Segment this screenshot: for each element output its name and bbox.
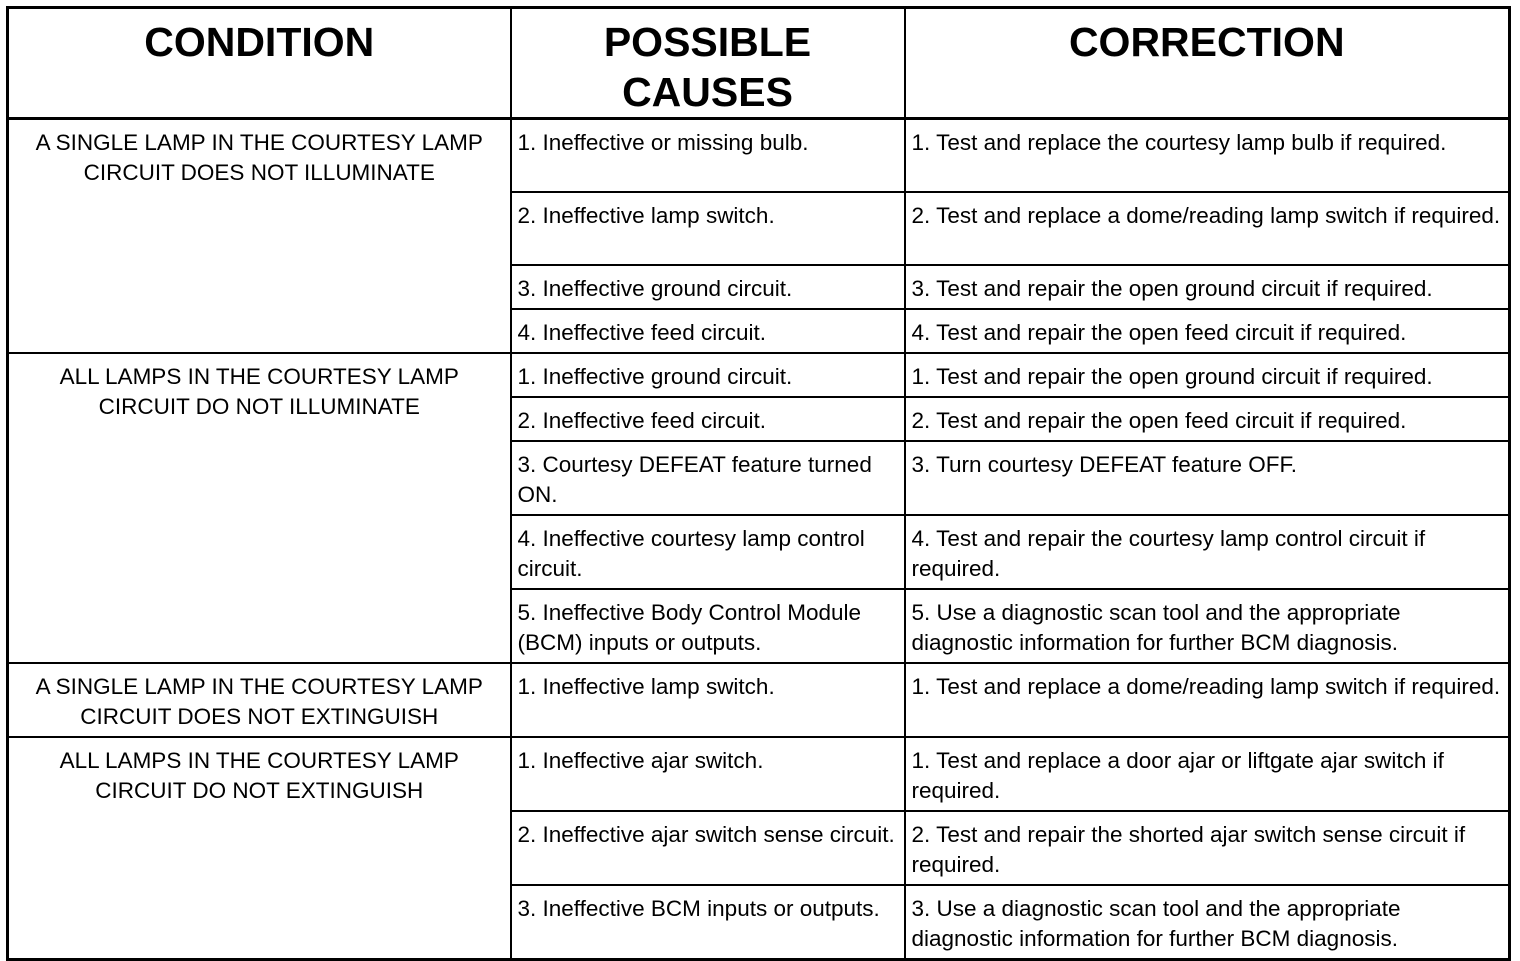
correction-cell: 1. Test and replace a dome/reading lamp switch if required. xyxy=(905,663,1510,737)
correction-cell: 3. Test and repair the open ground circuit if required. xyxy=(905,265,1510,309)
correction-cell: 2. Test and repair the shorted ajar switch sense circuit if required. xyxy=(905,811,1510,885)
condition-cell: A SINGLE LAMP IN THE COURTESY LAMP CIRCUIT DOES NOT ILLUMINATE xyxy=(8,119,511,353)
condition-cell: A SINGLE LAMP IN THE COURTESY LAMP CIRCUIT DOES NOT EXTINGUISH xyxy=(8,663,511,737)
correction-cell: 4. Test and repair the open feed circuit if required. xyxy=(905,309,1510,353)
correction-cell: 5. Use a diagnostic scan tool and the appropriate diagnostic information for further BCM diagnosis. xyxy=(905,589,1510,663)
header-row xyxy=(8,8,1510,119)
cause-cell: 5. Ineffective Body Control Module (BCM) inputs or outputs. xyxy=(511,589,905,663)
diagnosis-table xyxy=(6,6,1511,961)
condition-cell: ALL LAMPS IN THE COURTESY LAMP CIRCUIT DO NOT EXTINGUISH xyxy=(8,737,511,960)
cause-cell: 4. Ineffective courtesy lamp control circuit. xyxy=(511,515,905,589)
correction-cell: 1. Test and replace a door ajar or liftgate ajar switch if required. xyxy=(905,737,1510,811)
correction-cell: 3. Turn courtesy DEFEAT feature OFF. xyxy=(905,441,1510,515)
cause-cell: 3. Courtesy DEFEAT feature turned ON. xyxy=(511,441,905,515)
correction-cell: 1. Test and replace the courtesy lamp bulb if required. xyxy=(905,119,1510,192)
correction-cell: 4. Test and repair the courtesy lamp control circuit if required. xyxy=(905,515,1510,589)
table-row xyxy=(8,353,1510,397)
table-row xyxy=(8,663,1510,737)
correction-cell: 1. Test and repair the open ground circuit if required. xyxy=(905,353,1510,397)
table-row xyxy=(8,737,1510,811)
table-row xyxy=(8,119,1510,192)
header-condition: CONDITION xyxy=(8,8,511,119)
header-causes-line1: POSSIBLE xyxy=(603,19,812,65)
cause-cell: 2. Ineffective feed circuit. xyxy=(511,397,905,441)
header-possible-causes xyxy=(511,8,905,119)
cause-cell: 3. Ineffective ground circuit. xyxy=(511,265,905,309)
cause-cell: 4. Ineffective feed circuit. xyxy=(511,309,905,353)
cause-cell: 1. Ineffective ground circuit. xyxy=(511,353,905,397)
correction-cell: 2. Test and replace a dome/reading lamp switch if required. xyxy=(905,192,1510,265)
condition-cell: ALL LAMPS IN THE COURTESY LAMP CIRCUIT DO NOT ILLUMINATE xyxy=(8,353,511,663)
cause-cell: 2. Ineffective lamp switch. xyxy=(511,192,905,265)
cause-cell: 1. Ineffective or missing bulb. xyxy=(511,119,905,192)
cause-cell: 1. Ineffective ajar switch. xyxy=(511,737,905,811)
cause-cell: 3. Ineffective BCM inputs or outputs. xyxy=(511,885,905,960)
header-correction: CORRECTION xyxy=(905,8,1510,119)
correction-cell: 2. Test and repair the open feed circuit if required. xyxy=(905,397,1510,441)
cause-cell: 2. Ineffective ajar switch sense circuit. xyxy=(511,811,905,885)
cause-cell: 1. Ineffective lamp switch. xyxy=(511,663,905,737)
header-causes-line2: CAUSES xyxy=(622,69,793,115)
correction-cell: 3. Use a diagnostic scan tool and the appropriate diagnostic information for further BCM diagnosis. xyxy=(905,885,1510,960)
